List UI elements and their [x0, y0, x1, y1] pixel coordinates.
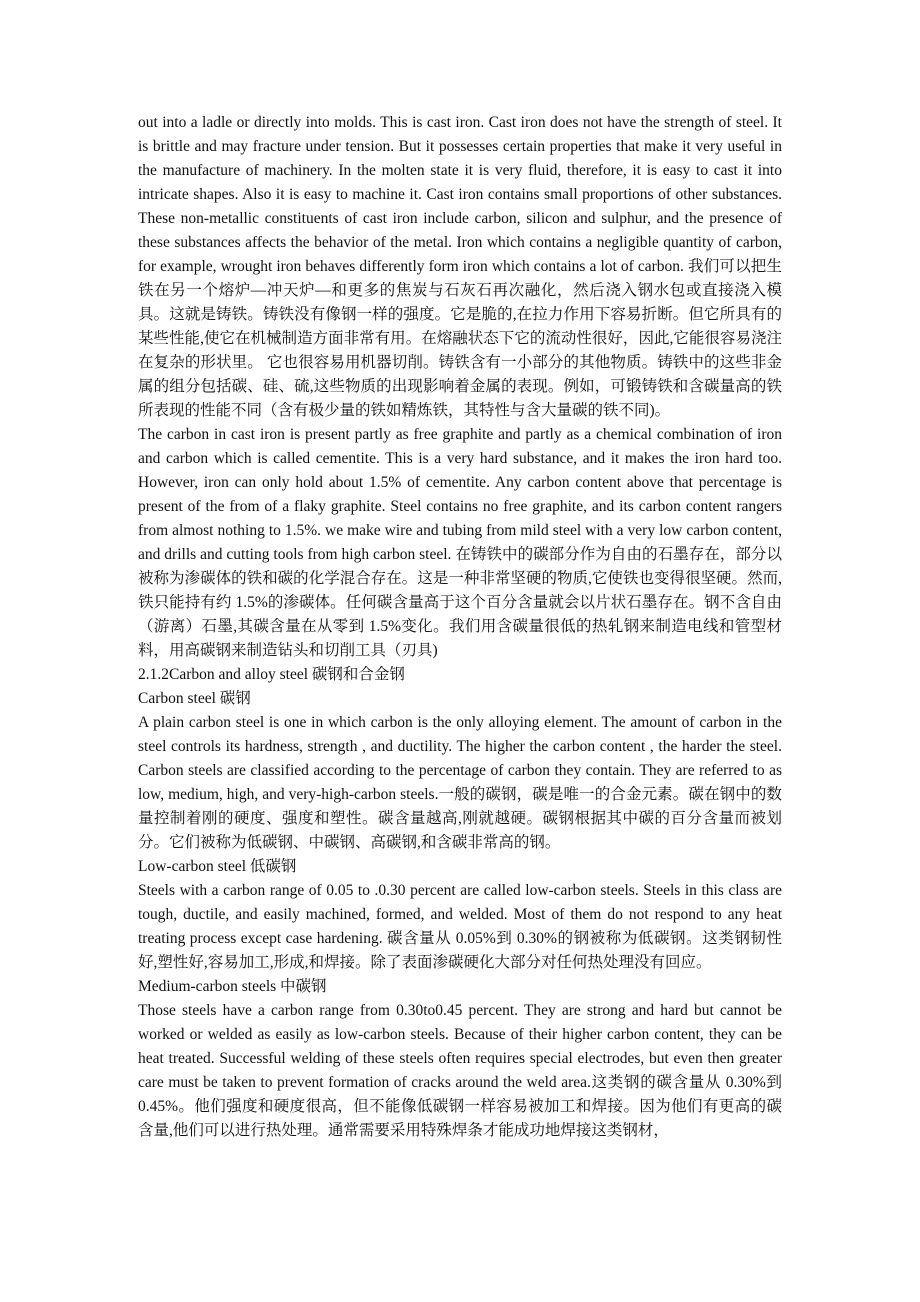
carbon-steel-paragraph: A plain carbon steel is one in which carbon is the only alloying element. The amount of carbon in the steel controls its hardness, strength , and ductility. The higher the carbon content , the harder the steel. Carbon steels are classified according to the percentage of carbon they contain. They are referred to as low, medium, high, and very-high-carbon steels.一般的碳钢，碳是唯一的合金元素。碳在钢中的数量控制着刚的硬度、强度和塑性。碳含量越高,刚就越硬。碳钢根据其中碳的百分含量而被划分。它们被称为低碳钢、中碳钢、高碳钢,和含碳非常高的钢。	[138, 714, 782, 851]
cast-iron-paragraph: out into a ladle or directly into molds. This is cast iron. Cast iron does not have the strength of steel. It is brittle and may fracture under tension. But it possesses certain properties that make it very useful in the manufacture of machinery. In the molten state it is very fluid, therefore, it is easy to cast it into intricate shapes. Also it is easy to machine it. Cast iron contains small proportions of other substances. These non-metallic constituents of cast iron include carbon, silicon and sulphur, and the presence of these substances affects the behavior of the metal. Iron which contains a negligible quantity of carbon, for example, wrought iron behaves differently form iron which contains a lot of carbon. 我们可以把生铁在另一个熔炉—冲天炉—和更多的焦炭与石灰石再次融化，然后浇入钢水包或直接浇入模具。这就是铸铁。铸铁没有像钢一样的强度。它是脆的,在拉力作用下容易折断。但它所具有的某些性能,使它在机械制造方面非常有用。在熔融状态下它的流动性很好，因此,它能很容易浇注在复杂的形状里。 它也很容易用机器切削。铸铁含有一小部分的其他物质。铸铁中的这些非金属的组分包括碳、硅、硫,这些物质的出现影响着金属的表现。例如，可锻铸铁和含碳量高的铁所表现的性能不同（含有极少量的铁如精炼铁，其特性与含大量碳的铁不同)。	[138, 114, 782, 419]
low-carbon-paragraph: Steels with a carbon range of 0.05 to .0.30 percent are called low-carbon steels. Steels in this class are tough, ductile, and easily machined, formed, and welded. Most of them do not respond to any heat treating process except case hardening. 碳含量从 0.05%到 0.30%的钢被称为低碳钢。这类钢韧性好,塑性好,容易加工,形成,和焊接。除了表面渗碳硬化大部分对任何热处理没有回应。	[138, 882, 782, 971]
medium-carbon-paragraph: Those steels have a carbon range from 0.30to0.45 percent. They are strong and hard but cannot be worked or welded as easily as low-carbon steels. Because of their higher carbon content, they can be heat treated. Successful welding of these steels often requires special electrodes, but even then greater care must be taken to prevent formation of cracks around the weld area.这类钢的碳含量从 0.30%到 0.45%。他们强度和硬度很高，但不能像低碳钢一样容易被加工和焊接。因为他们有更高的碳含量,他们可以进行热处理。通常需要采用特殊焊条才能成功地焊接这类钢材，	[138, 1002, 782, 1139]
cementite-paragraph: The carbon in cast iron is present partly as free graphite and partly as a chemical combination of iron and carbon which is called cementite. This is a very hard substance, and it makes the iron hard too. However, iron can only hold about 1.5% of cementite. Any carbon content above that percentage is present of the from of a flaky graphite. Steel contains no free graphite, and its carbon content rangers from almost nothing to 1.5%. we make wire and tubing from mild steel with a very low carbon content, and drills and cutting tools from high carbon steel. 在铸铁中的碳部分作为自由的石墨存在，部分以被称为渗碳体的铁和碳的化学混合存在。这是一种非常坚硬的物质,它使铁也变得很坚硬。然而,铁只能持有约 1.5%的渗碳体。任何碳含量高于这个百分含量就会以片状石墨存在。钢不含自由（游离）石墨,其碳含量在从零到 1.5%变化。我们用含碳量很低的热轧钢来制造电线和管型材料，用高碳钢来制造钻头和切削工具（刃具)	[138, 426, 782, 659]
document-page	[138, 111, 782, 1143]
medium-carbon-heading: Medium-carbon steels 中碳钢	[138, 978, 327, 995]
low-carbon-heading: Low-carbon steel 低碳钢	[138, 858, 297, 875]
section-heading: 2.1.2Carbon and alloy steel 碳钢和合金钢	[138, 666, 405, 683]
carbon-steel-heading: Carbon steel 碳钢	[138, 690, 251, 707]
